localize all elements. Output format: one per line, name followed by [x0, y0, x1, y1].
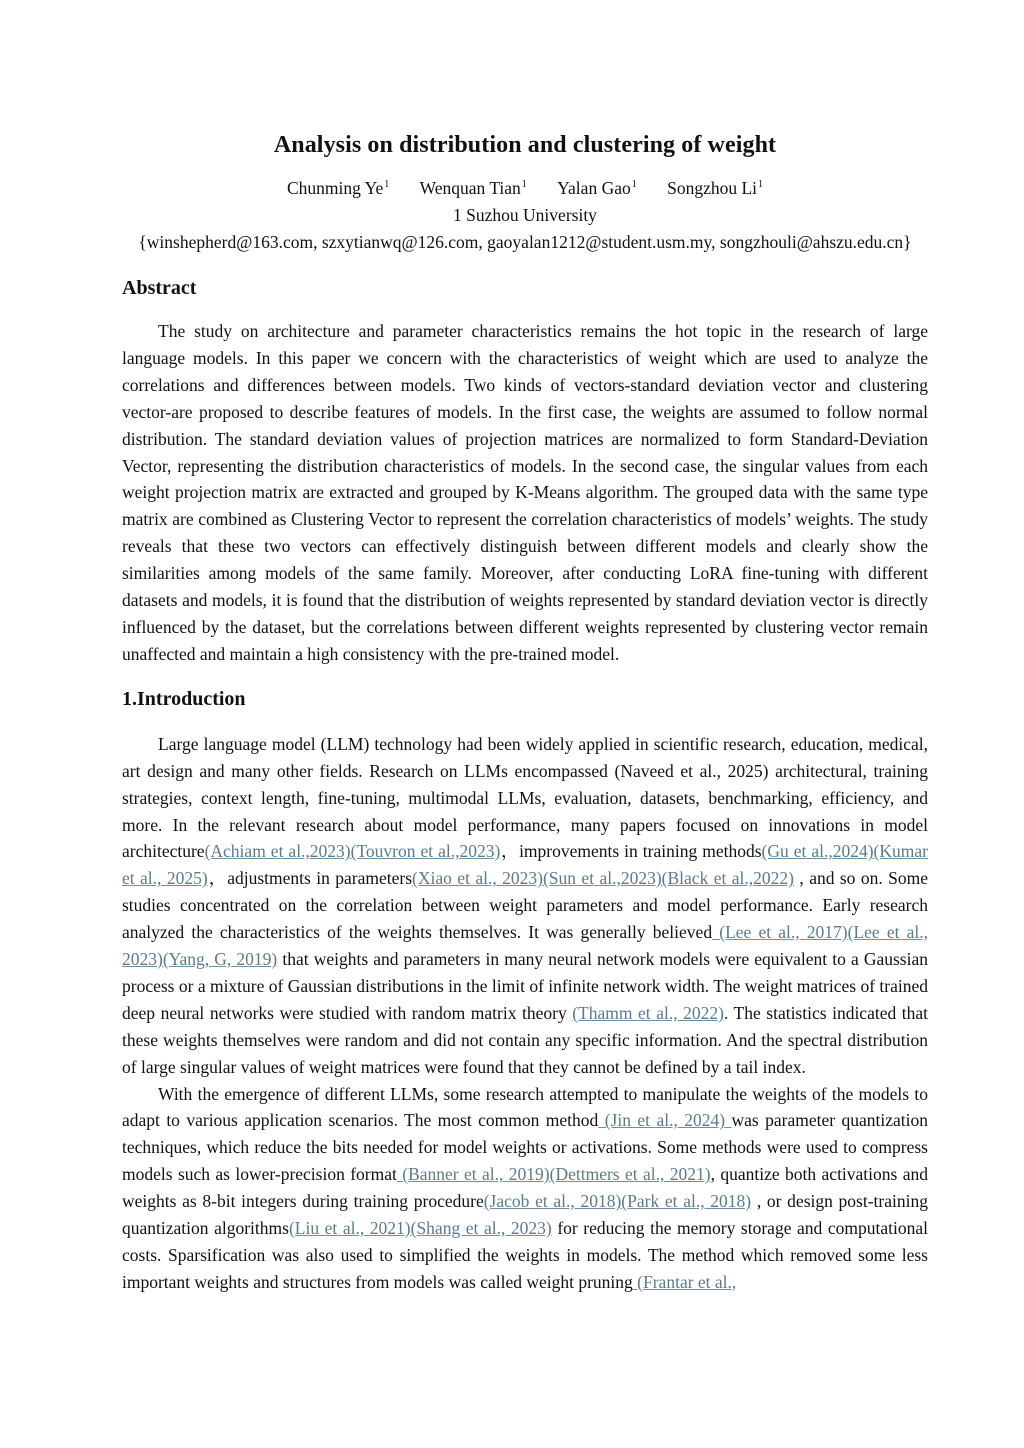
- citation-link[interactable]: (Xiao et al., 2023)(Sun et al.,2023)(Black et al.,2022): [412, 868, 794, 889]
- citation-link[interactable]: (Lee et al., 2017)(Lee et al., 2023)(Yang, G, 2019): [122, 922, 928, 970]
- citation-link[interactable]: (Thamm et al., 2022): [572, 1002, 724, 1023]
- citation-link[interactable]: (Liu et al., 2021)(Shang et al., 2023): [288, 1218, 552, 1239]
- citation-link[interactable]: (Jacob et al., 2018)(Park et al., 2018): [483, 1191, 752, 1212]
- author-name: Wenquan Tian$^1$: [419, 178, 527, 198]
- citation-link[interactable]: (Achiam et al.,2023)(Touvron et al.,2023): [204, 841, 501, 862]
- author-name: Yalan Gao$^1$: [557, 178, 637, 198]
- affiliation: 1 Suzhou University: [453, 205, 597, 225]
- intro-paragraph-1: Large language model (LLM) technology had been widely applied in scientific research, education, medical, art design and many other fields. Research on LLMs encompassed (Naveed et al., 2025) architectural, training strategies, context length, fine-tuning, multimodal LLMs, evaluation, datasets, benchmarking, efficiency, and more. In the relevant research about model performance, many papers focused on innovations in model architecture(Achiam et al.,2023)(Touvron et al.,2023)，improvements in training methods(Gu et al.,2024)(Kumar et al., 2025)，adjustments in parameters(Xiao et al., 2023)(Sun et al.,2023)(Black et al.,2022) , and so on. Some studies concentrated on the correlation between weight parameters and model performance. Early research analyzed the characteristics of the weights themselves. It was generally believed (Lee et al., 2017)(Lee et al., 2023)(Yang, G, 2019) that weights and parameters in many neural network models were equivalent to a Gaussian process or a mixture of Gaussian distributions in the limit of infinite network width. The weight matrices of trained deep neural networks were studied with random matrix theory (Thamm et al., 2022). The statistics indicated that these weights themselves were random and did not contain any specific information. And the spectral distribution of large singular values of weight matrices were found that they cannot be defined by a tail index.: [122, 733, 928, 1077]
- paper-page: [122, 132, 928, 1296]
- paper-title: Analysis on distribution and clustering of weight: [273, 132, 777, 158]
- citation-link[interactable]: (Banner et al., 2019)(Dettmers et al., 2021): [396, 1164, 711, 1185]
- author-name: Chunming Ye$^1$: [286, 178, 390, 198]
- introduction-heading: 1.Introduction: [122, 687, 246, 710]
- citation-link[interactable]: (Frantar et al.,: [632, 1271, 737, 1292]
- author-list: [122, 171, 928, 202]
- author-name: Songzhou Li$^1$: [667, 178, 764, 198]
- abstract-text: The study on architecture and parameter characteristics remains the hot topic in the research of large language models. In this paper we concern with the characteristics of weight which are used to analyze the correlations and differences between models. Two kinds of vectors-standard deviation vector and clustering vector-are proposed to describe features of models. In the first case, the weights are assumed to follow normal distribution. The standard deviation values of projection matrices are normalized to form Standard-Deviation Vector, representing the distribution characteristics of models. In the second case, the singular values from each weight projection matrix are extracted and grouped by K-Means algorithm. The grouped data with the same type matrix are combined as Clustering Vector to represent the correlation characteristics of models’ weights. The study reveals that these two vectors can effectively distinguish between different models and clearly show the similarities among models of the same family. Moreover, after conducting LoRA fine-tuning with different datasets and models, it is found that the distribution of weights represented by standard deviation vector is directly influenced by the dataset, but the correlations between different weights represented by clustering vector remain unaffected and maintain a high consistency with the pre-trained model.: [122, 321, 928, 664]
- citation-link[interactable]: (Gu et al.,2024)(Kumar et al., 2025): [122, 841, 928, 889]
- intro-paragraph-2: With the emergence of different LLMs, some research attempted to manipulate the weights of the models to adapt to various application scenarios. The most common method (Jin et al., 2024) was parameter quantization techniques, which reduce the bits needed for model weights or activations. Some methods were used to compress models such as lower-precision format (Banner et al., 2019)(Dettmers et al., 2021), quantize both activations and weights as 8-bit integers during training procedure(Jacob et al., 2018)(Park et al., 2018) , or design post-training quantization algorithms(Liu et al., 2021)(Shang et al., 2023) for reducing the memory storage and computational costs. Sparsification was also used to simplified the weights in models. The method which removed some less important weights and structures from models was called weight pruning (Frantar et al.,: [122, 1083, 929, 1292]
- citation-link[interactable]: (Jin et al., 2024): [598, 1110, 732, 1131]
- author-emails: {winshepherd@163.com, szxytianwq@126.com, gaoyalan1212@student.usm.my, songzhouli@ahszu.edu.cn}: [138, 232, 912, 252]
- abstract-heading: Abstract: [122, 277, 197, 299]
